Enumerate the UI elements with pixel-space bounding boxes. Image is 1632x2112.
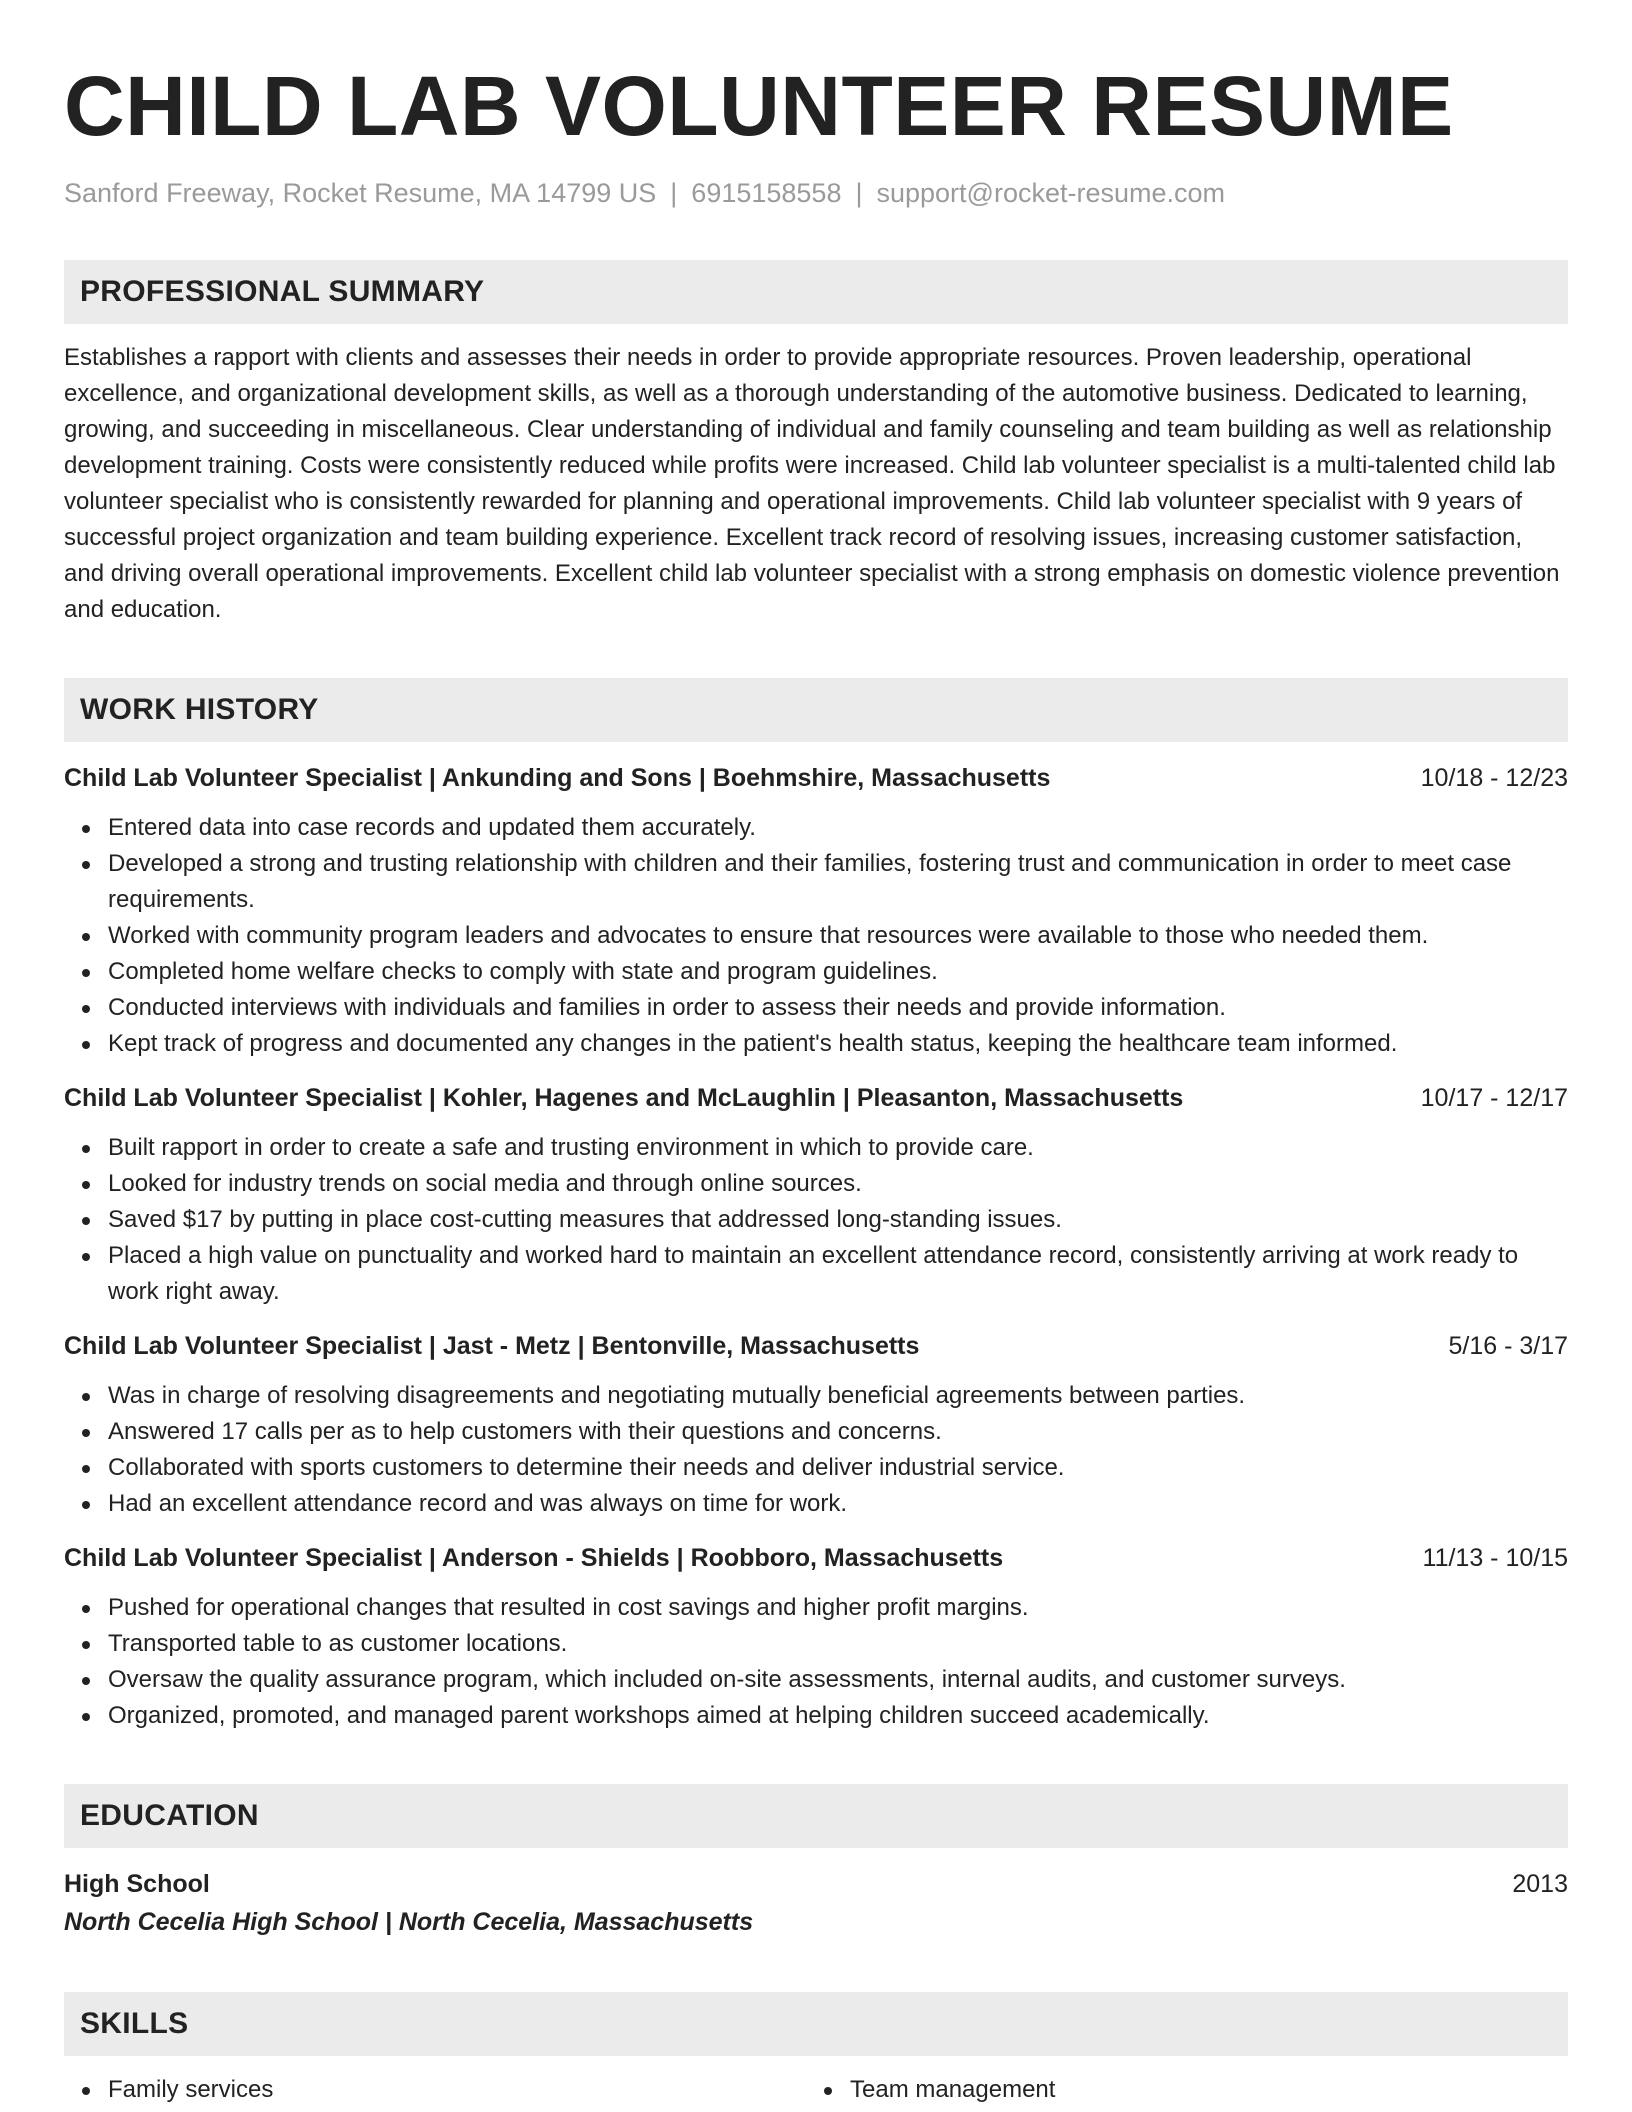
contact-line <box>64 176 1568 210</box>
education-header <box>64 1866 1568 1902</box>
job-header <box>64 760 1568 796</box>
job-title: Child Lab Volunteer Specialist | Jast - Metz | Bentonville, Massachusetts <box>64 1332 920 1360</box>
job-bullet: Oversaw the quality assurance program, which included on-site assessments, internal audits, and customer surveys. <box>108 1662 1568 1698</box>
education-entry <box>64 1866 1568 1942</box>
job-bullet: Worked with community program leaders and advocates to ensure that resources were available to those who needed them. <box>108 918 1568 954</box>
job-entry <box>64 1080 1568 1310</box>
job-bullet: Had an excellent attendance record and was always on time for work. <box>108 1486 1568 1522</box>
job-bullet: Entered data into case records and updated them accurately. <box>108 810 1568 846</box>
job-header <box>64 1540 1568 1576</box>
job-bullets <box>64 1590 1568 1734</box>
summary-heading: PROFESSIONAL SUMMARY <box>64 260 1568 324</box>
job-bullet: Pushed for operational changes that resulted in cost savings and higher profit margins. <box>108 1590 1568 1626</box>
job-bullet: Developed a strong and trusting relationship with children and their families, fostering trust and communication in order to meet case requirements. <box>108 846 1568 918</box>
skills-column-left <box>64 2072 806 2108</box>
job-bullet: Answered 17 calls per as to help customers with their questions and concerns. <box>108 1414 1568 1450</box>
job-dates: 11/13 - 10/15 <box>1422 1544 1568 1572</box>
skills-column-right <box>806 2072 1548 2108</box>
job-title: Child Lab Volunteer Specialist | Anderson - Shields | Roobboro, Massachusetts <box>64 1544 1004 1572</box>
job-bullet: Saved $17 by putting in place cost-cutting measures that addressed long-standing issues. <box>108 1202 1568 1238</box>
job-title: Child Lab Volunteer Specialist | Ankunding and Sons | Boehmshire, Massachusetts <box>64 764 1051 792</box>
education-school: North Cecelia High School | North Cecelia, Massachusetts <box>64 1908 754 1936</box>
job-title: Child Lab Volunteer Specialist | Kohler, Hagenes and McLaughlin | Pleasanton, Massachusetts <box>64 1084 1184 1112</box>
job-bullets <box>64 1378 1568 1522</box>
skill-item: Family services <box>108 2072 806 2108</box>
job-bullet: Looked for industry trends on social media and through online sources. <box>108 1166 1568 1202</box>
contact-phone: 6915158558 <box>691 178 842 208</box>
job-bullet: Conducted interviews with individuals and families in order to assess their needs and provide information. <box>108 990 1568 1026</box>
job-bullets <box>64 1130 1568 1310</box>
skill-item: Team management <box>850 2072 1548 2108</box>
work-history-heading: WORK HISTORY <box>64 678 1568 742</box>
job-dates: 5/16 - 3/17 <box>1448 1332 1568 1360</box>
job-bullet: Was in charge of resolving disagreements and negotiating mutually beneficial agreements between parties. <box>108 1378 1568 1414</box>
contact-email: support@rocket-resume.com <box>876 178 1226 208</box>
job-bullet: Kept track of progress and documented any changes in the patient's health status, keeping the healthcare team informed. <box>108 1026 1568 1062</box>
job-entry <box>64 1540 1568 1734</box>
job-bullet: Completed home welfare checks to comply with state and program guidelines. <box>108 954 1568 990</box>
job-entry <box>64 1328 1568 1522</box>
contact-separator: | <box>855 178 863 208</box>
job-bullet: Organized, promoted, and managed parent workshops aimed at helping children succeed academically. <box>108 1698 1568 1734</box>
job-header <box>64 1328 1568 1364</box>
job-bullet: Built rapport in order to create a safe and trusting environment in which to provide care. <box>108 1130 1568 1166</box>
summary-text: Establishes a rapport with clients and assesses their needs in order to provide appropriate resources. Proven leadership, operational excellence, and organizational development skills, as well as a thorough understanding of the automotive business. Dedicated to learning, growing, and succeeding in miscellaneous. Clear understanding of individual and family counseling and team building as well as relationship development training. Costs were consistently reduced while profits were increased. Child lab volunteer specialist is a multi-talented child lab volunteer specialist who is consistently rewarded for planning and operational improvements. Child lab volunteer specialist with 9 years of successful project organization and team building experience. Excellent track record of resolving issues, increasing customer satisfaction, and driving overall operational improvements. Excellent child lab volunteer specialist with a strong emphasis on domestic violence prevention and education. <box>64 344 1560 623</box>
job-bullet: Placed a high value on punctuality and worked hard to maintain an excellent attendance record, consistently arriving at work ready to work right away. <box>108 1238 1568 1310</box>
skills-heading: SKILLS <box>64 1992 1568 2056</box>
job-dates: 10/17 - 12/17 <box>1420 1084 1568 1112</box>
contact-address: Sanford Freeway, Rocket Resume, MA 14799 US <box>64 178 657 208</box>
education-year: 2013 <box>1512 1870 1568 1898</box>
resume-title: CHILD LAB VOLUNTEER RESUME <box>64 59 1454 153</box>
job-bullets <box>64 810 1568 1062</box>
education-degree: High School <box>64 1870 210 1898</box>
skills-grid <box>64 2072 1568 2108</box>
education-heading: EDUCATION <box>64 1784 1568 1848</box>
job-bullet: Transported table to as customer locations. <box>108 1626 1568 1662</box>
contact-separator: | <box>670 178 678 208</box>
job-entry <box>64 760 1568 1062</box>
job-dates: 10/18 - 12/23 <box>1420 764 1568 792</box>
job-header <box>64 1080 1568 1116</box>
job-bullet: Collaborated with sports customers to determine their needs and deliver industrial service. <box>108 1450 1568 1486</box>
